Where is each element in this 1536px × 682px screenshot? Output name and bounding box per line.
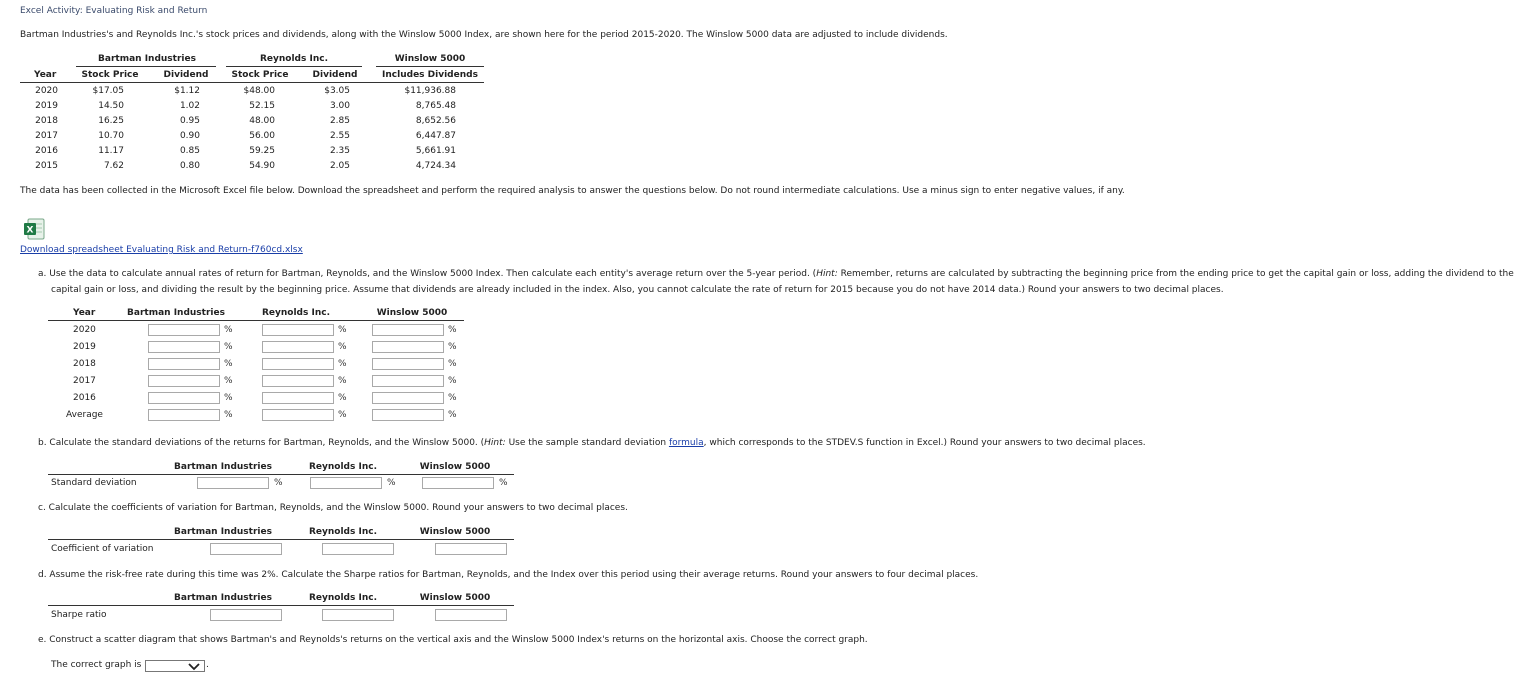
sharpe-winslow-input[interactable] xyxy=(435,609,507,621)
part-b-col-winslow: Winslow 5000 xyxy=(419,462,491,472)
std-dev-reynolds-unit: % xyxy=(387,478,396,488)
part-d-col-winslow: Winslow 5000 xyxy=(419,593,491,603)
part-c-col-reynolds: Reynolds Inc. xyxy=(308,527,378,537)
data-cell-year: 2017 xyxy=(35,131,58,141)
return-reynolds-input[interactable] xyxy=(262,324,334,336)
part-d-col-reynolds: Reynolds Inc. xyxy=(308,593,378,603)
download-spreadsheet-link[interactable]: Download spreadsheet Evaluating Risk and Return-f760cd.xlsx xyxy=(20,245,303,255)
chevron-down-icon xyxy=(188,662,200,671)
data-cell-bartman-price: 7.62 xyxy=(103,161,124,171)
excel-icon-letter: X xyxy=(26,225,34,236)
data-cell-bartman-dividend: 0.90 xyxy=(179,131,200,141)
percent-unit: % xyxy=(338,325,347,335)
part-a-col-winslow: Winslow 5000 xyxy=(376,308,448,318)
coef-var-bartman-input[interactable] xyxy=(210,543,282,555)
data-cell-reynolds-dividend: 2.35 xyxy=(329,146,350,156)
part-a-row-label: 2016 xyxy=(73,393,96,403)
part-e-question: e. Construct a scatter diagram that shows Bartman's and Reynolds's returns on the vertical axis and the Winslow 5000 Index's returns on the horizontal axis. Choose the correct graph. xyxy=(38,635,868,645)
data-cell-year: 2018 xyxy=(35,116,58,126)
data-cell-reynolds-price: 56.00 xyxy=(249,131,275,141)
percent-unit: % xyxy=(338,393,347,403)
return-bartman-input[interactable] xyxy=(148,375,220,387)
data-cell-bartman-price: 14.50 xyxy=(98,101,124,111)
std-dev-bartman-input[interactable] xyxy=(197,477,269,489)
std-dev-winslow-input[interactable] xyxy=(422,477,494,489)
std-dev-bartman-unit: % xyxy=(274,478,283,488)
data-cell-winslow-index: 5,661.91 xyxy=(415,146,456,156)
percent-unit: % xyxy=(338,342,347,352)
formula-link[interactable]: formula xyxy=(668,438,704,448)
return-bartman-input[interactable] xyxy=(148,324,220,336)
sharpe-reynolds-input[interactable] xyxy=(322,609,394,621)
group-bartman: Bartman Industries xyxy=(98,54,196,64)
percent-unit: % xyxy=(338,410,347,420)
part-a-col-bartman: Bartman Industries xyxy=(127,308,225,318)
data-cell-reynolds-dividend: $3.05 xyxy=(324,86,350,96)
return-bartman-input[interactable] xyxy=(148,341,220,353)
col-bartman-dividend: Dividend xyxy=(163,70,209,80)
return-reynolds-input[interactable] xyxy=(262,392,334,404)
data-cell-winslow-index: 6,447.87 xyxy=(415,131,456,141)
part-b-hint-label: Hint: xyxy=(484,438,506,448)
correct-graph-select[interactable] xyxy=(145,660,205,672)
part-a-text-pre: a. Use the data to calculate annual rates of return for Bartman, Reynolds, and the Winslow 5000 Index. Then calculate each entity's average return over the 5-year period. ( xyxy=(38,269,817,279)
return-winslow-input[interactable] xyxy=(372,324,444,336)
part-a-text-post: Remember, returns are calculated by subtracting the beginning price from the ending price to get the capital gain or loss, adding the dividend to the xyxy=(837,269,1514,279)
part-c-col-winslow: Winslow 5000 xyxy=(419,527,491,537)
data-cell-reynolds-price: 59.25 xyxy=(249,146,275,156)
data-cell-bartman-price: 10.70 xyxy=(98,131,124,141)
std-dev-reynolds-input[interactable] xyxy=(310,477,382,489)
data-cell-bartman-dividend: $1.12 xyxy=(174,86,200,96)
part-a-row-label: 2019 xyxy=(73,342,96,352)
intro-text: Bartman Industries's and Reynolds Inc.'s stock prices and dividends, along with the Winslow 5000 Index, are shown here for the period 2015-2020. The Winslow 5000 data are adjusted to include dividends. xyxy=(20,30,948,40)
correct-graph-period: . xyxy=(206,660,209,670)
instructions-note: The data has been collected in the Microsoft Excel file below. Download the spreadsheet and perform the required analysis to answer the questions below. Do not round intermediate calculations. Use a minus sign to enter negative values, if any. xyxy=(20,186,1125,196)
percent-unit: % xyxy=(224,410,233,420)
data-cell-bartman-dividend: 0.80 xyxy=(179,161,200,171)
percent-unit: % xyxy=(338,359,347,369)
col-bartman-price: Stock Price xyxy=(81,70,139,80)
percent-unit: % xyxy=(224,393,233,403)
sharpe-ratio-label: Sharpe ratio xyxy=(51,610,107,620)
col-reynolds-price: Stock Price xyxy=(231,70,289,80)
percent-unit: % xyxy=(448,342,457,352)
coef-var-label: Coefficient of variation xyxy=(51,544,154,554)
data-cell-reynolds-dividend: 2.85 xyxy=(329,116,350,126)
percent-unit: % xyxy=(224,376,233,386)
data-cell-reynolds-price: 52.15 xyxy=(249,101,275,111)
data-cell-winslow-index: $11,936.88 xyxy=(404,86,456,96)
group-winslow: Winslow 5000 xyxy=(394,54,466,64)
data-cell-bartman-price: 11.17 xyxy=(98,146,124,156)
part-a-row-label: 2018 xyxy=(73,359,96,369)
part-b-text-mid: Use the sample standard deviation xyxy=(505,438,669,448)
data-cell-year: 2016 xyxy=(35,146,58,156)
page-title: Excel Activity: Evaluating Risk and Return xyxy=(20,6,208,16)
percent-unit: % xyxy=(224,325,233,335)
std-dev-winslow-unit: % xyxy=(499,478,508,488)
data-cell-year: 2019 xyxy=(35,101,58,111)
part-a-row-label: 2020 xyxy=(73,325,96,335)
std-dev-label: Standard deviation xyxy=(51,478,137,488)
return-bartman-input[interactable] xyxy=(148,409,220,421)
col-reynolds-dividend: Dividend xyxy=(312,70,358,80)
coef-var-reynolds-input[interactable] xyxy=(322,543,394,555)
data-cell-reynolds-price: $48.00 xyxy=(243,86,275,96)
return-winslow-input[interactable] xyxy=(372,358,444,370)
percent-unit: % xyxy=(448,410,457,420)
correct-graph-label: The correct graph is xyxy=(51,660,142,670)
part-b-col-bartman: Bartman Industries xyxy=(174,462,272,472)
data-cell-bartman-dividend: 0.85 xyxy=(179,146,200,156)
percent-unit: % xyxy=(448,359,457,369)
col-year: Year xyxy=(34,70,57,80)
part-c-question: c. Calculate the coefficients of variation for Bartman, Reynolds, and the Winslow 5000. Round your answers to two decimal places. xyxy=(38,503,628,513)
percent-unit: % xyxy=(224,359,233,369)
data-cell-bartman-dividend: 0.95 xyxy=(179,116,200,126)
part-a-col-reynolds: Reynolds Inc. xyxy=(261,308,331,318)
data-cell-bartman-price: $17.05 xyxy=(92,86,124,96)
data-cell-winslow-index: 4,724.34 xyxy=(415,161,456,171)
return-winslow-input[interactable] xyxy=(372,392,444,404)
percent-unit: % xyxy=(224,342,233,352)
percent-unit: % xyxy=(338,376,347,386)
data-cell-reynolds-price: 48.00 xyxy=(249,116,275,126)
data-cell-reynolds-price: 54.90 xyxy=(249,161,275,171)
return-bartman-input[interactable] xyxy=(148,358,220,370)
return-reynolds-input[interactable] xyxy=(262,341,334,353)
part-a-question-line2: capital gain or loss, and dividing the result by the beginning price. Assume that dividends are already included in the index. Also, you cannot calculate the rate of return for 2015 because you do not have 2014 data.) Round your answers to two decimal places. xyxy=(51,285,1224,295)
data-cell-year: 2020 xyxy=(35,86,58,96)
part-a-hint-label: Hint: xyxy=(816,269,838,279)
part-a-row-label: 2017 xyxy=(73,376,96,386)
data-cell-reynolds-dividend: 2.55 xyxy=(329,131,350,141)
data-cell-winslow-index: 8,765.48 xyxy=(415,101,456,111)
return-reynolds-input[interactable] xyxy=(262,375,334,387)
group-reynolds: Reynolds Inc. xyxy=(259,54,329,64)
coef-var-winslow-input[interactable] xyxy=(435,543,507,555)
percent-unit: % xyxy=(448,376,457,386)
data-cell-reynolds-dividend: 2.05 xyxy=(329,161,350,171)
return-winslow-input[interactable] xyxy=(372,409,444,421)
excel-file-icon[interactable] xyxy=(23,218,45,240)
data-cell-winslow-index: 8,652.56 xyxy=(415,116,456,126)
percent-unit: % xyxy=(448,325,457,335)
part-a-col-year: Year xyxy=(73,308,96,318)
part-d-col-bartman: Bartman Industries xyxy=(174,593,272,603)
data-cell-bartman-price: 16.25 xyxy=(98,116,124,126)
part-b-col-reynolds: Reynolds Inc. xyxy=(308,462,378,472)
part-c-col-bartman: Bartman Industries xyxy=(174,527,272,537)
sharpe-bartman-input[interactable] xyxy=(210,609,282,621)
col-winslow-index: Includes Dividends xyxy=(382,70,478,80)
part-a-question-line1 xyxy=(38,269,1514,279)
return-bartman-input[interactable] xyxy=(148,392,220,404)
data-cell-reynolds-dividend: 3.00 xyxy=(329,101,350,111)
data-cell-bartman-dividend: 1.02 xyxy=(179,101,200,111)
part-b-text-post: , which corresponds to the STDEV.S function in Excel.) Round your answers to two decimal places. xyxy=(703,438,1146,448)
part-d-question: d. Assume the risk-free rate during this time was 2%. Calculate the Sharpe ratios for Bartman, Reynolds, and the Index over this period using their average returns. Round your answers to four decimal places. xyxy=(38,570,979,580)
return-winslow-input[interactable] xyxy=(372,341,444,353)
data-cell-year: 2015 xyxy=(35,161,58,171)
return-reynolds-input[interactable] xyxy=(262,409,334,421)
part-b-question xyxy=(38,438,1146,448)
return-winslow-input[interactable] xyxy=(372,375,444,387)
percent-unit: % xyxy=(448,393,457,403)
return-reynolds-input[interactable] xyxy=(262,358,334,370)
part-b-text-pre: b. Calculate the standard deviations of the returns for Bartman, Reynolds, and the Winslow 5000. ( xyxy=(38,438,485,448)
part-a-row-label: Average xyxy=(66,410,103,420)
